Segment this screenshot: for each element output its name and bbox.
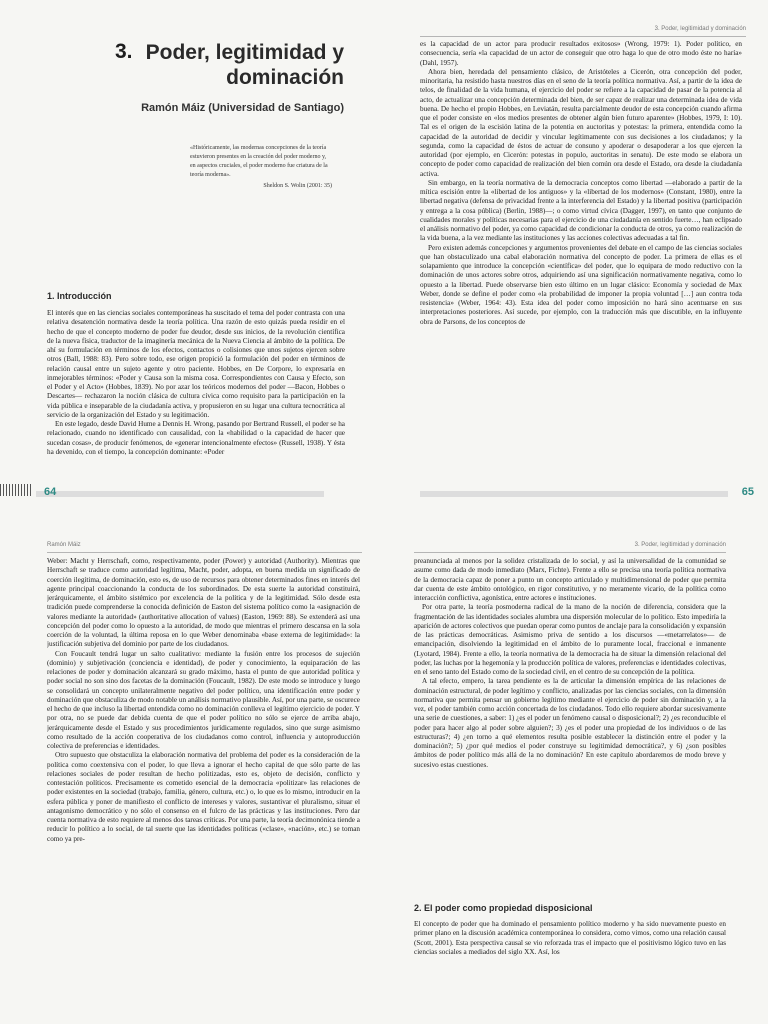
page65-body [420,40,742,480]
section-heading-2: 2. El poder como propiedad disposicional [414,903,593,913]
running-head: Ramón Máiz [47,542,81,548]
paragraph: Por otra parte, la teoría posmoderna radical de la mano de la noción de diferencia, considera que la fragmentación de las identidades sociales alumbra una dispersión molecular de lo político. Esto impediría la aparición de actores colectivos que puedan operar como puntos de anclaje para la consolidación y expansión de las prácticas democráticas. Asimismo priva de sentido a los discursos —«metarrelatos»— de emancipación, disolviendo la legitimidad en el ámbito de lo puramente local, fraccional e inmanente (Lyotard, 1984). Frente a ello, la teoría normativa de la democracia ha de situar la dimensión relacional del poder, las luchas por la hegemonía y la producción política de valores, preferencias e identidades colectivas, en el seno tanto del Estado como de la sociedad civil, en el centro de su concepción de la política. [414,603,726,676]
paragraph: Weber: Macht y Herrschaft, como, respectivamente, poder (Power) y autoridad (Authority). Mientras que Herrschaft se traduce como autoridad legítima, Macht, poder, adopta, en buena medida un significado de coerción ilegítima, de dominación, esto es, de uso de recursos para obtener determinados fines en interés del agente principal coaccionando la conducta de los subordinados. De esta suerte la autoridad constituirá, jerárquicamente, el ámbito sistémico por excelencia de la política y de la legitimidad. Sólo desde esta tradición puede comprenderse la conocida definición de Easton del sistema político como la «asignación de valores mediante la autoridad» (authoritative allocation of values) (Easton, 1969: 88). Se extenderá así una concepción del poder como lo opuesto a la autoridad, de modo que mientras el primero descansa en la sola coerción de la voluntad, la última reposa en lo que Weber denominaba «base externa de legitimidad»: la justificación subjetiva del dominio por parte de los ciudadanos. [47,557,360,649]
page-64 [0,0,384,512]
header-rule [414,552,726,553]
page-67 [384,512,768,1024]
paragraph: preanunciada al menos por la solidez cristalizada de lo social, y así la universalidad de la comunidad se asume como dada de modo inmediato (Marx, Fichte). Frente a ello se precisa una teoría política normativa de la democracia capaz de poner a punto un concepto articulado y multidimensional de poder que permita dar cuenta de este ámbito ontológico, en rigor constitutivo, y no meramente vicario, de la política como interacción conflictiva, agonística, entre actores e instituciones. [414,557,726,602]
chapter-heading [60,40,344,114]
running-head: 3. Poder, legitimidad y dominación [634,542,726,548]
chapter-number: 3. [115,40,133,63]
paragraph: Pero existen además concepciones y argumentos provenientes del debate en el campo de las ciencias sociales que han obstaculizado una cabal elaboración normativa del concepto de poder. La primera de ellas es el solapamiento que introduce la concepción «científica» del poder, que lo equipara de modo reductivo con la dominación de unos actores sobre otros, adquiriendo así una significación normativamente negativa, como lo opuesto a la libertad. Puede observarse bien esto último en un lugar clásico: Economía y sociedad de Max Weber, donde se define el poder como «la probabilidad de imponer la propia voluntad […] aun contra toda resistencia» (Weber, 1964: 43). Esta idea del poder como imposición no hará sino acentuarse en sus interpretaciones posteriores. Así sucede, por ejemplo, con la traducción más que discutible, en la influyente obra de Parsons, de los conceptos de [420,243,742,326]
page-number: 65 [741,486,754,498]
paragraph: Ahora bien, heredada del pensamiento clásico, de Aristóteles a Cicerón, otra concepción del poder, minoritaria, ha resistido hasta nuestros días en el seno de la teoría política normativa. Así, a partir de la idea de telos, de finalidad de la vida humana, el ejercicio del poder se refiere a la capacidad de pasar de la potencia al acto, de actualizar una concepción determinada del bien, de ser capaz de realizar una determinada idea de vida buena. De hecho el propio Hobbes, en Leviatán, resulta parcialmente deudor de esta concepción cuando afirma que el poder consiste en «los medios presentes de obtener algún bien futuro aparente» (Hobbes, 1979, I: 10). Tal es el origen de la escisión latina de la potentia en auctoritas y potestas: la primera, entendida como la capacidad de la autoridad de decidir y vincular legítimamente con sus decisiones a los ciudadanos; y la segunda, como la capacidad de éstos de actuar de consuno y apoderar o desapoderar a los que ejercen la autoridad (por ejemplo, en Cicerón: potestas in populo, auctoritas in senatu). De este modo se elabora un concepto de poder como capacidad de realización del bien común ora desde el Estado, ora desde la ciudadanía activa. [420,67,742,178]
epigraph-quote: «Históricamente, las modernas concepciones de la teoría estuvieron presentes en la creación del poder moderno y, en aspectos cruciales, el poder moderno fue criatura de la teoría moderna». [190,145,328,178]
section-heading-1: 1. Introducción [47,291,112,301]
page-66 [0,512,384,1024]
paragraph: El concepto de poder que ha dominado el pensamiento político moderno y ha sido nuevamente puesto en primer plano en la discusión académica contemporánea lo considera, como vimos, como una relación causal (Scott, 2001). Esta perspectiva causal se vio reforzada tras el impacto que el positivismo lógico tuvo en las ciencias sociales a mediados del siglo XX. Así, los [414,920,726,956]
paragraph: Otro supuesto que obstaculiza la elaboración normativa del problema del poder es la consideración de la política como coextensiva con el poder, lo que lleva a ignorar el hecho capital de que sólo parte de las relaciones sociales de poder resultan de hecho politizadas, esto es, objeto de decisión, conflicto y contestación políticos. Precisamente es cometido esencial de la democracia «politizar» las relaciones de poder existentes en la sociedad (trabajo, familia, género, cultura, etc.) o, lo que es lo mismo, introducir en la esfera pública y poner de manifiesto el conflicto de intereses y valores, sustantivar el pluralismo, situar el antagonismo democrático y no sólo el consenso en el fulcro de las prácticas y las instituciones. Pero dar cuenta normativa de esto requiere al menos dos tareas críticas. Por una parte, la teoría decimonónica tiende a reducir lo político a lo social, de tal suerte que las identidades políticas («clase», «nación», etc.) se toman como ya pre- [47,751,360,843]
page67-body-2 [414,920,726,1020]
running-head: 3. Poder, legitimidad y dominación [654,26,746,32]
paragraph: El interés que en las ciencias sociales contemporáneas ha suscitado el tema del poder contrasta con una relativa desatención normativa desde la teoría política. Una razón de esto quizás pueda residir en el hecho de que el concepto moderno de poder fue deudor, desde sus inicios, de la revolución científica de la nueva física, traductor de la imaginería mecánica de la Nueva Ciencia al ámbito de la política. De ahí su formulación en términos de los efectos, contactos o colisiones que unos sujetos ejercen sobre otros (Ball, 1988: 83). Pero sobre todo, ese origen propició la formulación del poder en términos de relación causal entre un sujeto agente y otro paciente. Hobbes, en De Corpore, lo expresaría en inmejorables términos: «Poder y Causa son la misma cosa. Correspondientes con Causa y Efecto, son el Poder y el Acto» (Hobbes, 1839). No por azar los teóricos modernos del poder —Bacon, Hobbes o Descartes— rechazaron la noción clásica de cultura cívica como requisito para la participación en la vida pública e inseparable de la ciudadanía activa, y propusieron en su lugar una cultura tecnocrática al servicio de la organización del Estado y su legitimación. [47,309,345,419]
header-rule [47,552,362,553]
page-number: 64 [44,486,57,498]
epigraph-source: Sheldon S. Wolin (2001: 35) [263,183,332,189]
page64-body [47,309,345,475]
paragraph: Con Foucault tendrá lugar un salto cualitativo: mediante la fusión entre los procesos de sujeción (dominio) y subjetivación (conciencia e identidad), de poder y conocimiento, la equiparación de las relaciones de poder y dominación alcanzará su grado máximo, hasta el punto de que autoridad política y poder social no son sino dos facetas de la dominación (Foucault, 1982). De este modo se introduce y luego se consolidará un concepto unilateralmente negativo del poder político, una identificación entre poder y dominación que obstaculiza de modo notable un análisis normativo plausible. Así, por una parte, se oscurece el hecho de que incluso la libertad entendida como no dominación conlleva el legítimo ejercicio de poder. Y por otra, no se puede dar debida cuenta de que el poder político no sólo se ejerce de arriba abajo, jerárquicamente desde el Estado y sus procedimientos jurídicamente regulados, sino que surge asimismo como resultado de la acción cooperativa de los ciudadanos como control, influencia y autoproducción colectiva de preferencias e identidades. [47,649,360,750]
header-rule [420,36,746,37]
folio-band [36,491,324,497]
chapter-title-line2: dominación [226,66,344,89]
page66-body [47,557,360,1019]
epigraph [190,144,332,191]
paragraph: es la capacidad de un actor para producir resultados exitosos» (Wrong, 1979: 1). Poder político, en consecuencia, sería «la capacidad de un actor de conseguir que otro haga lo que de otro modo éste no haría» (Dahl, 1957). [420,40,742,67]
chapter-author: Ramón Máiz (Universidad de Santiago) [141,102,344,114]
page-65 [384,0,768,512]
page67-body [414,557,726,887]
crop-bars [0,484,32,496]
paragraph: Sin embargo, en la teoría normativa de la democracia conceptos como libertad —elaborado a partir de la mítica escisión entre la «libertad de los antiguos» y la «libertad de los modernos» (Constant, 1980), entre la libertad negativa (defensa de privacidad frente a la interferencia del Estado) y la libertad positiva (participación y entrega a la cosa pública) (Berlin, 1988)—; o como virtud cívica (Dagger, 1997), en tanto que conjunto de cualidades morales y políticas necesarias para el ejercicio de una ciudadanía en sentido fuerte…, han eclipsado el análisis normativo del poder, ya como capacidad de condicionar la conducta de otros, ya como realización de la vida buena, a la vez mediante las instituciones y las acciones colectivas adecuadas a tal fin. [420,178,742,243]
paragraph: En este legado, desde David Hume a Dennis H. Wrong, pasando por Bertrand Russell, el poder se ha relacionado, cuando no identificado con causalidad, con la «habilidad o la capacidad de hacer que sucedan cosas», de producir fenómenos, de «generar intencionalmente efectos» (Russell, 1938). Y ésta ha devenido, con el tiempo, la concepción dominante: «Poder [47,420,345,456]
chapter-title-line1: Poder, legitimidad y [145,41,344,64]
folio-band [420,491,728,497]
paragraph: A tal efecto, empero, la tarea pendiente es la de articular la dimensión empírica de las relaciones de dominación estructural, de poder legítimo y conflicto, analizadas por las ciencias sociales, con la dimensión normativa que permita pensar un gobierno legítimo mediante el ejercicio de poder sin dominación y, a la vez, el poder también como acción concertada de los ciudadanos. Todo ello requiere abordar sucesivamente una serie de cuestiones, a saber: 1) ¿es el poder un fenómeno causal o disposicional?; 2) ¿es reconducible el poder para hacer algo al poder sobre alguien?; 3) ¿es el poder una propiedad de los individuos o de las estructuras?; 4) ¿en torno a qué elementos resulta posible establecer la distinción entre el poder y la dominación?; 5) ¿por qué medios el poder construye su legitimidad democrática?, y 6) ¿son posibles ámbitos de poder político más allá de la no dominación? En este capítulo abordaremos de modo breve y sucesivo estas cuestiones. [414,677,726,769]
